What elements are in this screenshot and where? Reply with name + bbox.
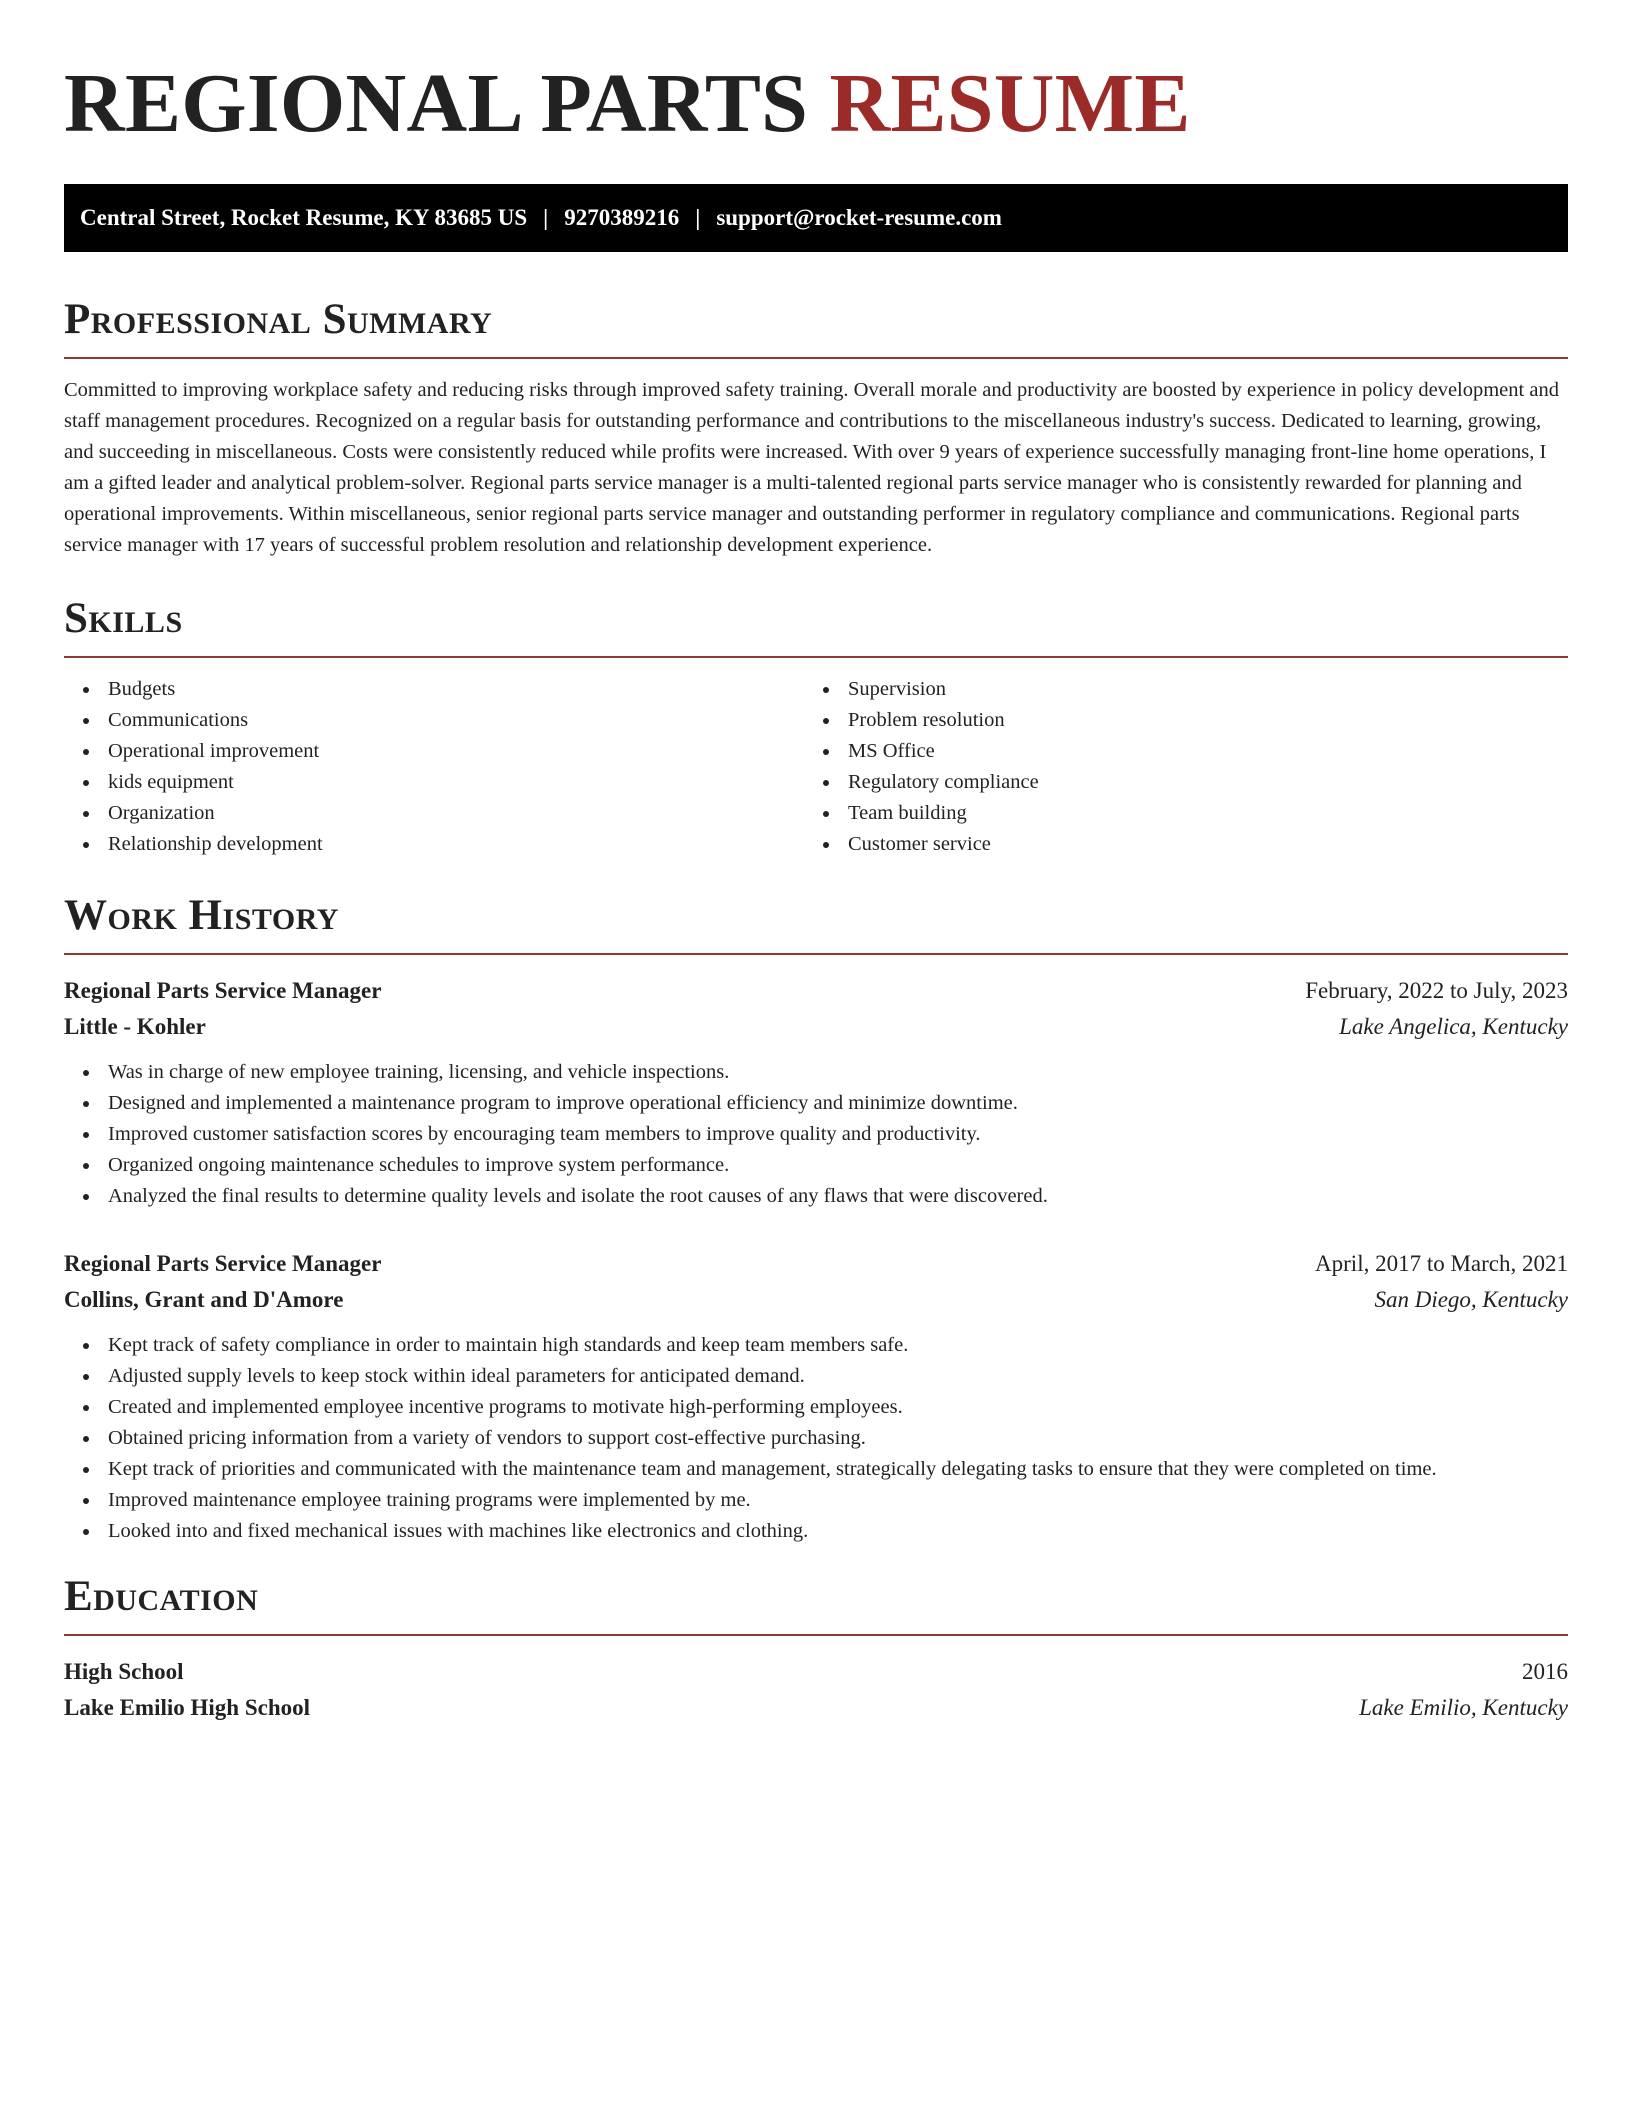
- contact-address: Central Street, Rocket Resume, KY 83685 US: [80, 205, 528, 230]
- contact-phone[interactable]: 9270389216: [564, 205, 680, 230]
- job-duty: Analyzed the final results to determine quality levels and isolate the root causes of any flaws that were discovered.: [64, 1181, 1568, 1212]
- skill-item: kids equipment: [64, 767, 804, 798]
- skill-item: Supervision: [804, 674, 1544, 705]
- skills-list: [804, 674, 1544, 860]
- education-entry: [64, 1654, 1568, 1726]
- title-main: REGIONAL PARTS: [64, 57, 809, 150]
- job-location: Lake Angelica, Kentucky: [1339, 1014, 1568, 1039]
- skills-section: [64, 597, 1568, 860]
- job-entry: [64, 1246, 1568, 1547]
- job-duty: Adjusted supply levels to keep stock within ideal parameters for anticipated demand.: [64, 1361, 1568, 1392]
- skill-item: MS Office: [804, 736, 1544, 767]
- section-heading: Skills: [64, 595, 183, 642]
- job-location: San Diego, Kentucky: [1374, 1287, 1568, 1312]
- job-duty: Designed and implemented a maintenance program to improve operational efficiency and minimize downtime.: [64, 1088, 1568, 1119]
- contact-separator: |: [543, 205, 549, 230]
- education-header-row: [64, 1654, 1568, 1690]
- section-divider: [64, 357, 1568, 359]
- job-duty: Obtained pricing information from a variety of vendors to support cost-effective purchasing.: [64, 1423, 1568, 1454]
- education-school-row: [64, 1690, 1568, 1726]
- job-dates: February, 2022 to July, 2023: [1305, 978, 1568, 1003]
- job-header-row: [64, 973, 1568, 1009]
- job-title: Regional Parts Service Manager: [64, 978, 382, 1003]
- job-duty: Looked into and fixed mechanical issues with machines like electronics and clothing.: [64, 1516, 1568, 1547]
- resume-title: [64, 56, 1568, 150]
- job-title: Regional Parts Service Manager: [64, 1251, 382, 1276]
- skills-list: [64, 674, 804, 860]
- education-year: 2016: [1522, 1659, 1568, 1684]
- job-company: Collins, Grant and D'Amore: [64, 1287, 344, 1312]
- skill-item: Team building: [804, 798, 1544, 829]
- professional-summary-section: [64, 298, 1568, 561]
- job-duty: Improved maintenance employee training programs were implemented by me.: [64, 1485, 1568, 1516]
- section-divider: [64, 656, 1568, 658]
- job-duty: Was in charge of new employee training, licensing, and vehicle inspections.: [64, 1057, 1568, 1088]
- job-duty: Kept track of priorities and communicated with the maintenance team and management, strategically delegating tasks to ensure that they were completed on time.: [64, 1454, 1568, 1485]
- contact-email[interactable]: support@rocket-resume.com: [716, 205, 1002, 230]
- education-section: [64, 1575, 1568, 1726]
- job-company-row: [64, 1282, 1568, 1318]
- skills-column-right: [804, 674, 1544, 860]
- job-header-row: [64, 1246, 1568, 1282]
- section-heading: Work History: [64, 892, 339, 939]
- skill-item: Communications: [64, 705, 804, 736]
- job-company-row: [64, 1009, 1568, 1045]
- skills-column-left: [64, 674, 804, 860]
- job-company: Little - Kohler: [64, 1014, 206, 1039]
- contact-bar: [64, 184, 1568, 252]
- contact-separator: |: [695, 205, 701, 230]
- job-duty: Kept track of safety compliance in order to maintain high standards and keep team members safe.: [64, 1330, 1568, 1361]
- job-duties-list: [64, 1330, 1568, 1547]
- education-degree: High School: [64, 1659, 184, 1684]
- skill-item: Problem resolution: [804, 705, 1544, 736]
- summary-text: Committed to improving workplace safety and reducing risks through improved safety training. Overall morale and productivity are boosted by experience in policy development and staff management procedures. Recognized on a regular basis for outstanding performance and contributions to the miscellaneous industry's success. Dedicated to learning, growing, and succeeding in miscellaneous. Costs were consistently reduced while profits were increased. With over 9 years of experience successfully managing front-line home operations, I am a gifted leader and analytical problem-solver. Regional parts service manager is a multi-talented regional parts service manager who is consistently rewarded for planning and operational improvements. Within miscellaneous, senior regional parts service manager and outstanding performer in regulatory compliance and communications. Regional parts service manager with 17 years of successful problem resolution and relationship development experience.: [64, 379, 1559, 556]
- section-heading: Education: [64, 1573, 259, 1620]
- skill-item: Operational improvement: [64, 736, 804, 767]
- section-divider: [64, 1634, 1568, 1636]
- work-history-section: [64, 894, 1568, 1547]
- skill-item: Regulatory compliance: [804, 767, 1544, 798]
- job-duties-list: [64, 1057, 1568, 1212]
- education-school: Lake Emilio High School: [64, 1695, 311, 1720]
- job-entry: [64, 973, 1568, 1212]
- title-accent: RESUME: [829, 57, 1191, 150]
- skill-item: Budgets: [64, 674, 804, 705]
- skill-item: Relationship development: [64, 829, 804, 860]
- job-duty: Organized ongoing maintenance schedules to improve system performance.: [64, 1150, 1568, 1181]
- education-location: Lake Emilio, Kentucky: [1359, 1695, 1568, 1720]
- job-dates: April, 2017 to March, 2021: [1315, 1251, 1568, 1276]
- job-duty: Improved customer satisfaction scores by encouraging team members to improve quality and productivity.: [64, 1119, 1568, 1150]
- skills-grid: [64, 674, 1568, 860]
- section-heading: Professional Summary: [64, 296, 493, 343]
- job-duty: Created and implemented employee incentive programs to motivate high-performing employees.: [64, 1392, 1568, 1423]
- section-divider: [64, 953, 1568, 955]
- skill-item: Organization: [64, 798, 804, 829]
- skill-item: Customer service: [804, 829, 1544, 860]
